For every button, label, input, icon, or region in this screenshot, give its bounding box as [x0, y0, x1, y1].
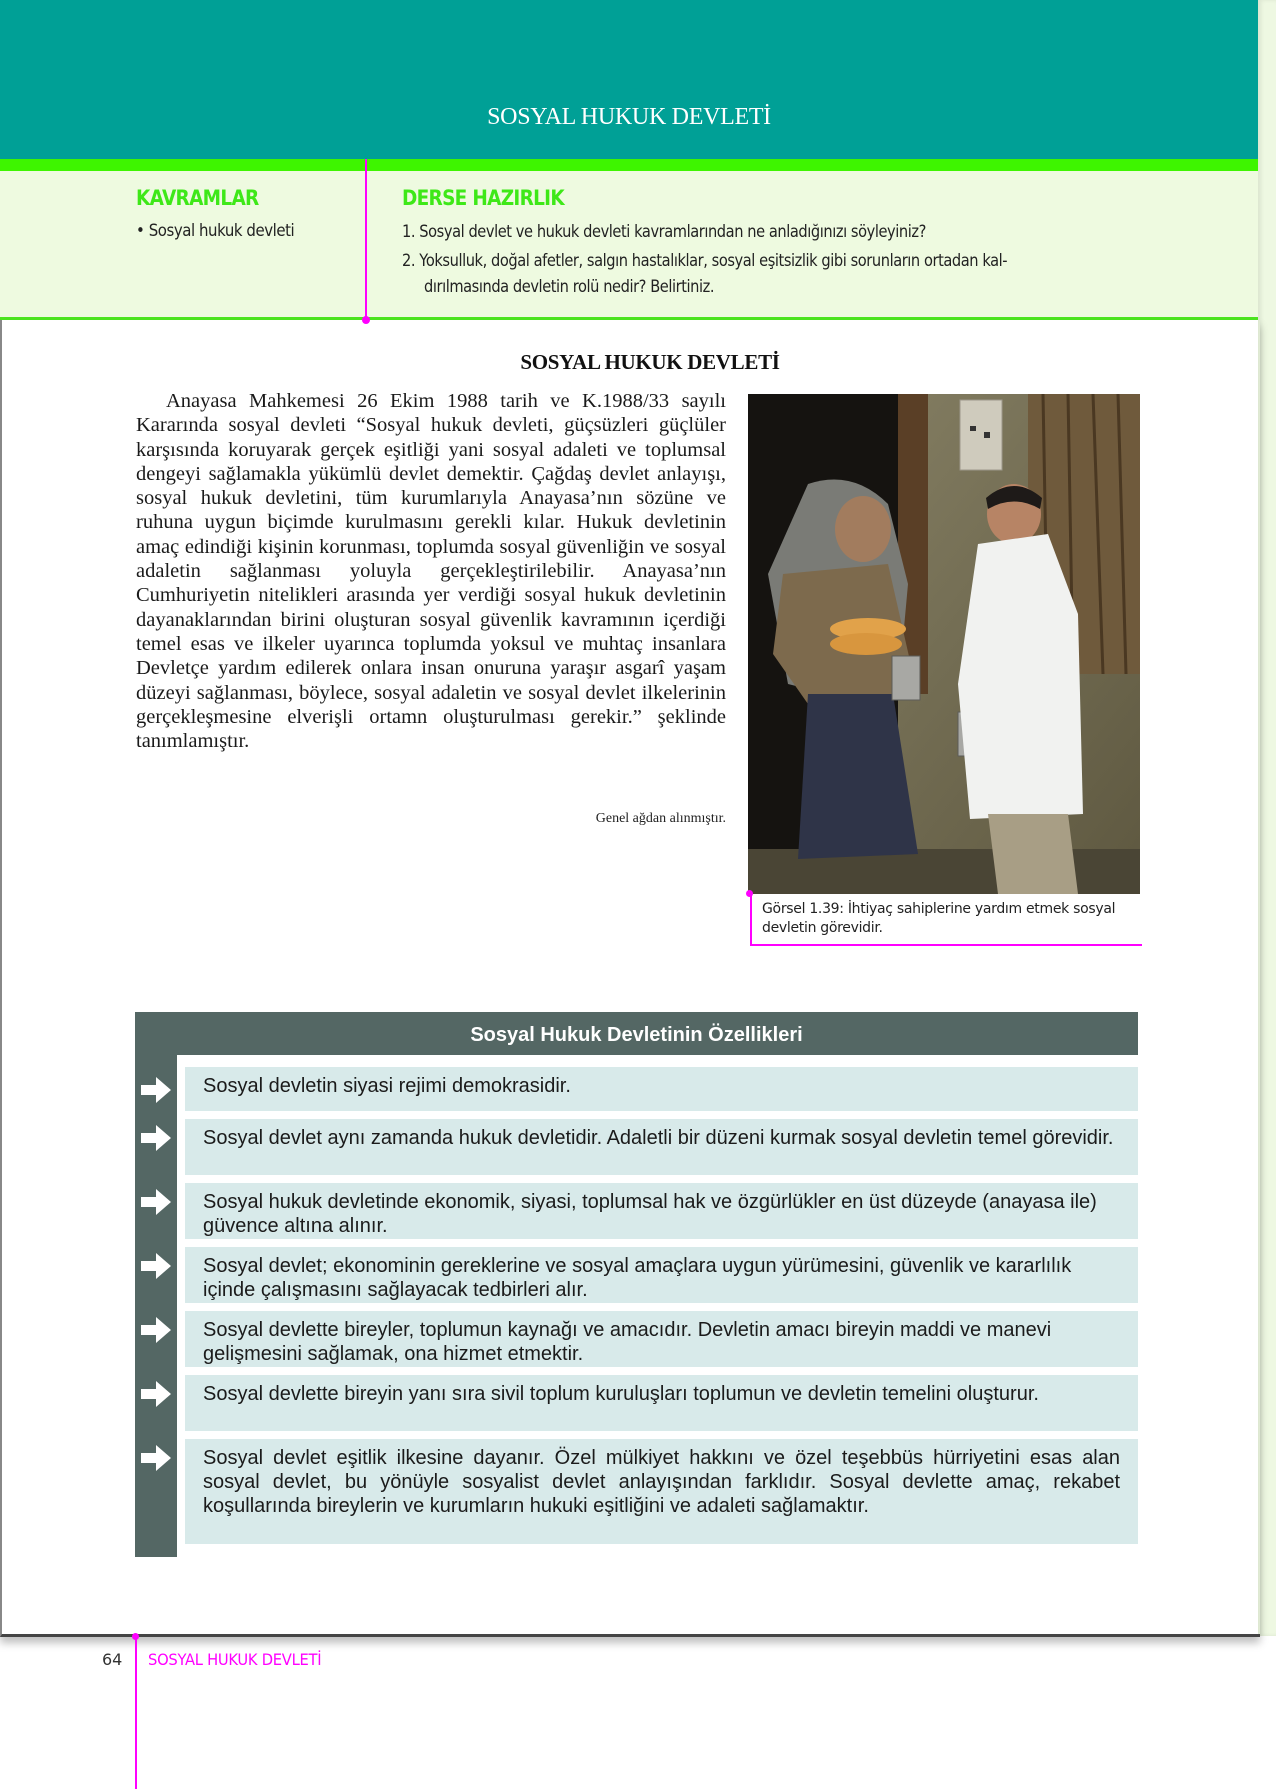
feature-item: Sosyal devlette bireyin yanı sıra sivil toplum kuruluşları toplumun ve devletin temelini oluşturur. — [185, 1375, 1138, 1431]
feature-item: Sosyal devlet aynı zamanda hukuk devletidir. Adaletli bir düzeni kurmak sosyal devletin temel görevidir. — [185, 1119, 1138, 1175]
green-divider-bar — [0, 159, 1258, 171]
chapter-banner — [0, 0, 1258, 159]
features-box — [135, 1012, 1138, 1544]
footer-divider-dot — [132, 1633, 139, 1640]
prep-question-2: 2. Yoksulluk, doğal afetler, salgın hastalıklar, sosyal eşitsizlik gibi sorunların ortadan kal- — [402, 251, 1008, 271]
concepts-heading: KAVRAMLAR — [136, 186, 259, 210]
arrow-right-icon — [141, 1253, 171, 1279]
feature-item: Sosyal devlette bireyler, toplumun kaynağı ve amacıdır. Devletin amacı bireyin maddi ve manevi gelişmesini sağlamak, ona hizmet etmektir. — [185, 1311, 1138, 1367]
prep-question-1: 1. Sosyal devlet ve hukuk devleti kavramlarından ne anladığınızı söyleyiniz? — [402, 222, 926, 242]
footer-section-title: SOSYAL HUKUK DEVLETİ — [148, 1650, 322, 1669]
photo-elderly-woman-and-aid-worker — [748, 394, 1140, 894]
banner-title: SOSYAL HUKUK DEVLETİ — [487, 104, 771, 130]
section-title: SOSYAL HUKUK DEVLETİ — [520, 350, 780, 374]
caption-dot — [746, 890, 753, 897]
prep-question-2-cont: dırılmasında devletin rolü nedir? Belirtiniz. — [424, 277, 715, 297]
photo-illustration — [748, 394, 1140, 894]
article-body: Anayasa Mahkemesi 26 Ekim 1988 tarih ve K.1988/33 sayılı Kararında sosyal devleti “Sosyal hukuk devleti, güçsüzleri güçlüler karşısında koruyarak gerçek eşitliği yani sosyal adaleti ve toplumsal dengeyi sağlamakla yükümlü devlet demektir. Çağdaş devlet anlayışı, sosyal hukuk devletini, tüm kurumlarıyla Anayasa’nın sözüne ve ruhuna uygun biçimde kurulmasını gerekli kılar. Hukuk devletinin amaç edindiği kişinin korunması, toplumda sosyal güvenliğin ve sosyal adaletin sağlanması yoluyla gerçekleştirilebilir. Anayasa’nın Cumhuriyetin nitelikleri arasında yer verdiği sosyal hukuk devletinin dayanaklarından birini oluşturan sosyal güvenlik kavramının içerdiği temel esas ve ilkeler uyarınca toplumda yoksul ve muhtaç insanlara Devletçe yardım edilerek onlara insan onuruna yaraşır asgarî yaşam düzeyi sağlanması, böylece, sosyal adaletin ve sosyal devlet ilkelerinin gerçekleşmesine elverişli ortamn oluşturulması gerekir.” şeklinde tanımlamıştır. — [136, 390, 726, 753]
arrow-right-icon — [141, 1445, 171, 1471]
arrow-right-icon — [141, 1189, 171, 1215]
feature-item: Sosyal devletin siyasi rejimi demokrasidir. — [185, 1067, 1138, 1111]
page-number: 64 — [102, 1650, 123, 1669]
feature-item: Sosyal devlet eşitlik ilkesine dayanır. Özel mülkiyet hakkını ve özel teşebbüs hürriyetini esas alan sosyal devlet, bu yönüyle sosyalist devlet anlayışından farklıdır. Sosyal devlette amaç, rekabet koşullarında bireylerin ve kurumların hukuki eşitliğini ve adaleti sağlamaktır. — [185, 1439, 1138, 1544]
feature-item: Sosyal hukuk devletinde ekonomik, siyasi, toplumsal hak ve özgürlükler en üst düzeyde (anayasa ile) güvence altına alınır. — [185, 1183, 1138, 1239]
source-note: Genel ağdan alınmıştır. — [595, 811, 726, 826]
concept-item: • Sosyal hukuk devleti — [136, 221, 295, 241]
prep-divider-line — [365, 159, 367, 320]
arrow-right-icon — [141, 1317, 171, 1343]
footer-divider-line — [135, 1636, 137, 1789]
feature-item: Sosyal devlet; ekonominin gereklerine ve sosyal amaçlara uygun yürümesini, güvenlik ve kararlılık içinde çalışmasını sağlayacak tedbirleri alır. — [185, 1247, 1138, 1303]
arrow-right-icon — [141, 1077, 171, 1103]
lesson-prep-heading: DERSE HAZIRLIK — [402, 186, 564, 210]
page-edge-strip — [1258, 0, 1276, 1636]
features-title: Sosyal Hukuk Devletinin Özellikleri — [135, 1012, 1138, 1055]
arrow-right-icon — [141, 1125, 171, 1151]
figure-caption: Görsel 1.39: İhtiyaç sahiplerine yardım etmek sosyal devletin görevidir. — [762, 901, 1116, 936]
arrow-right-icon — [141, 1381, 171, 1407]
